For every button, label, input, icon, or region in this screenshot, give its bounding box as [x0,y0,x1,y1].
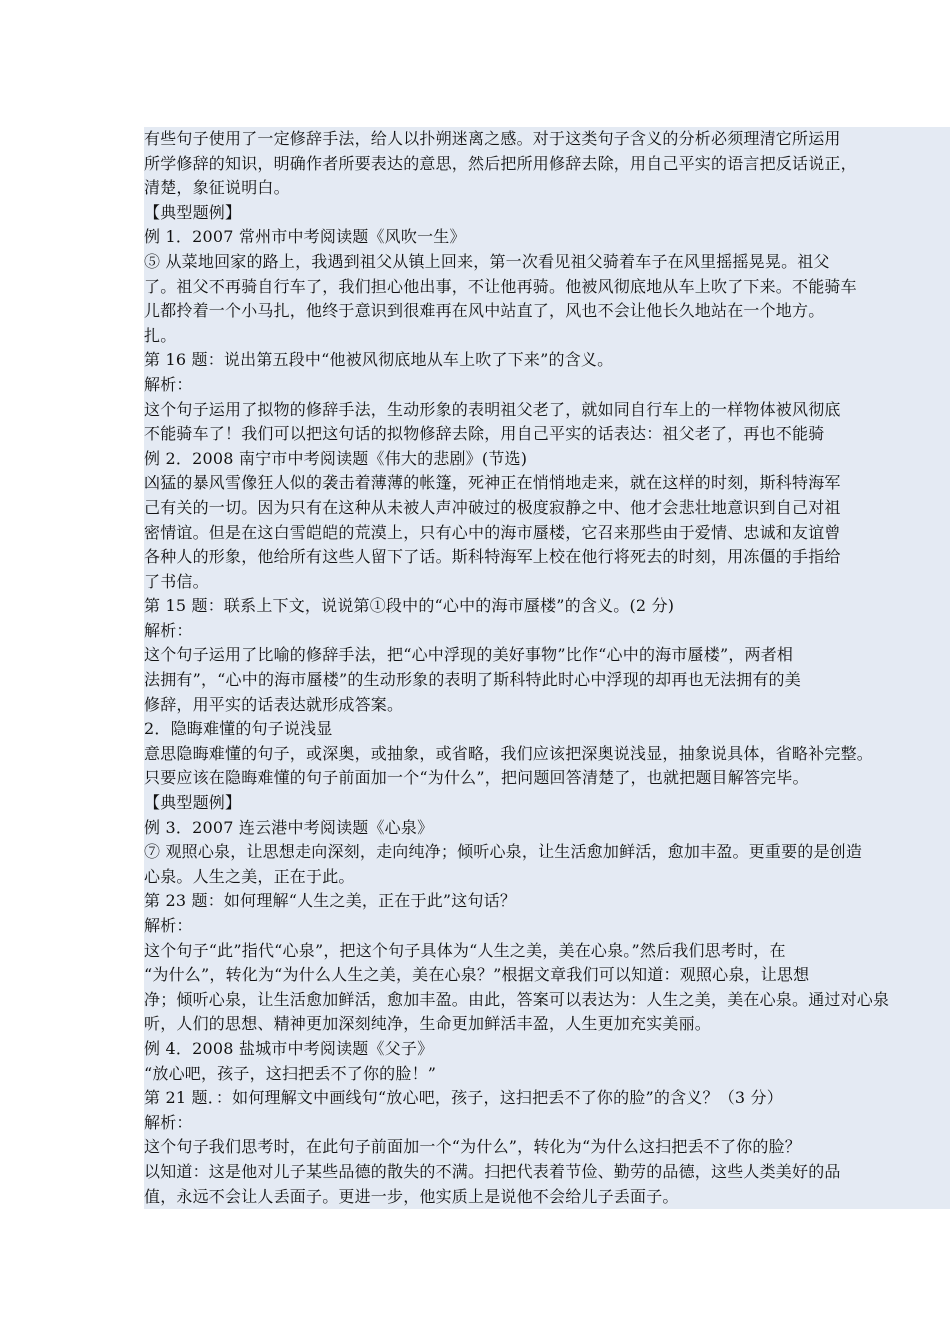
text-line: 己有关的一切。因为只有在这种从未被人声冲破过的极度寂静之中、他才会悲壮地意识到自己对祖 [144,497,841,517]
text-line: 儿都拎着一个小马扎，他终于意识到很难再在风中站直了，风也不会让他长久地站在一个地方。 [144,301,825,321]
text-line: ⑤ 从菜地回家的路上，我遇到祖父从镇上回来，第一次看见祖父骑着车子在风里摇摇晃晃。祖父 [144,251,830,271]
text-line: 各种人的形象，他给所有这些人留下了话。斯科特海军上校在他行将死去的时刻，用冻僵的手指给 [144,547,841,567]
text-line: 例 2．2008 南宁市中考阅读题《伟大的悲剧》(节选) [144,448,528,468]
document-text-block [144,127,950,1209]
text-line: “为什么”，转化为“为什么人生之美，美在心泉？”根据文章我们可以知道：观照心泉，让思想 [144,965,810,985]
text-line: 所学修辞的知识，明确作者所要表达的意思，然后把所用修辞去除，用自己平实的语言把反话说正， [144,153,857,173]
text-line: 心泉。人生之美，正在于此。 [144,866,355,886]
text-line: 修辞，用平实的话表达就形成答案。 [144,694,404,714]
text-line: 扎。 [144,325,177,345]
text-line: 只要应该在隐晦难懂的句子前面加一个“为什么”，把问题回答清楚了，也就把题目解答完毕。 [144,768,809,788]
text-line: 这个句子我们思考时，在此句子前面加一个“为什么”，转化为“为什么这扫把丢不了你的脸？ [144,1137,801,1157]
text-line: 例 3．2007 连云港中考阅读题《心泉》 [144,817,434,837]
text-line: 第 21 题．：如何理解文中画线句“放心吧，孩子，这扫把丢不了你的脸”的含义？（3 分） [144,1088,783,1108]
text-line: “放心吧，孩子，这扫把丢不了你的脸！” [144,1063,437,1083]
text-line: 值，永远不会让人丢面子。更进一步，他实质上是说他不会给儿子丢面子。 [144,1186,679,1206]
text-line: 解析： [144,620,193,640]
text-line: 解析： [144,916,193,935]
text-line: 例 1．2007 常州市中考阅读题《风吹一生》 [144,227,466,247]
text-line: 这个句子“此”指代“心泉”，把这个句子具体为“人生之美，美在心泉。”然后我们思考时，在 [144,940,786,960]
text-line: 了。祖父不再骑自行车了，我们担心他出事，不让他再骑。他被风彻底地从车上吹了下来。不能骑车 [144,276,857,296]
text-line: 不能骑车了！我们可以把这句话的拟物修辞去除，用自己平实的话表达：祖父老了，再也不能骑 [144,424,825,444]
text-line: 以知道：这是他对儿子某些品德的散失的不满。扫把代表着节俭、勤劳的品德，这些人类美好的品 [144,1161,841,1181]
text-line: 解析： [144,374,193,394]
text-line: 了书信。 [144,571,209,591]
text-line: 法拥有”，“心中的海市蜃楼”的生动形象的表明了斯科特此时心中浮现的却再也无法拥有的美 [144,670,801,690]
text-line: 清楚，象征说明白。 [144,178,290,198]
text-line: 第 16 题：说出第五段中“他被风彻底地从车上吹了下来”的含义。 [144,350,614,370]
text-line: 第 15 题：联系上下文，说说第①段中的“心中的海市蜃楼”的含义。(2 分) [144,596,675,616]
text-line: ⑦ 观照心泉，让思想走向深刻，走向纯净；倾听心泉，让生活愈加鲜活，愈加丰盈。更重要的是创造 [144,842,863,862]
text-line: 凶猛的暴风雪像狂人似的袭击着薄薄的帐篷，死神正在悄悄地走来，就在这样的时刻，斯科特海军 [144,473,841,493]
text-line: 这个句子运用了拟物的修辞手法，生动形象的表明祖父老了，就如同自行车上的一样物体被风彻底 [144,399,841,419]
text-line: 意思隐晦难懂的句子，或深奥，或抽象，或省略，我们应该把深奥说浅显，抽象说具体，省略补完整。 [144,743,874,763]
text-line: 净；倾听心泉，让生活愈加鲜活，愈加丰盈。由此，答案可以表达为：人生之美，美在心泉。通过对心泉 [144,989,890,1009]
text-line: 例 4．2008 盐城市中考阅读题《父子》 [144,1038,434,1058]
text-line: 有些句子使用了一定修辞手法，给人以扑朔迷离之感。对于这类句子含义的分析必须理清它所运用 [144,129,841,148]
text-line: 密情谊。但是在这白雪皑皑的荒漠上，只有心中的海市蜃楼，它召来那些由于爱情、忠诚和友谊曾 [144,522,841,542]
text-line: 解析： [144,1112,193,1132]
text-line: 2．隐晦难懂的句子说浅显 [144,719,333,739]
text-line: 这个句子运用了比喻的修辞手法，把“心中浮现的美好事物”比作“心中的海市蜃楼”，两者相 [144,645,794,665]
text-line: 【典型题例】 [144,202,242,222]
text-line: 听，人们的思想、精神更加深刻纯净，生命更加鲜活丰盈，人生更加充实美丽。 [144,1014,712,1034]
text-line: 第 23 题：如何理解“人生之美，正在于此”这句话？ [144,891,517,911]
text-line: 【典型题例】 [144,793,242,813]
